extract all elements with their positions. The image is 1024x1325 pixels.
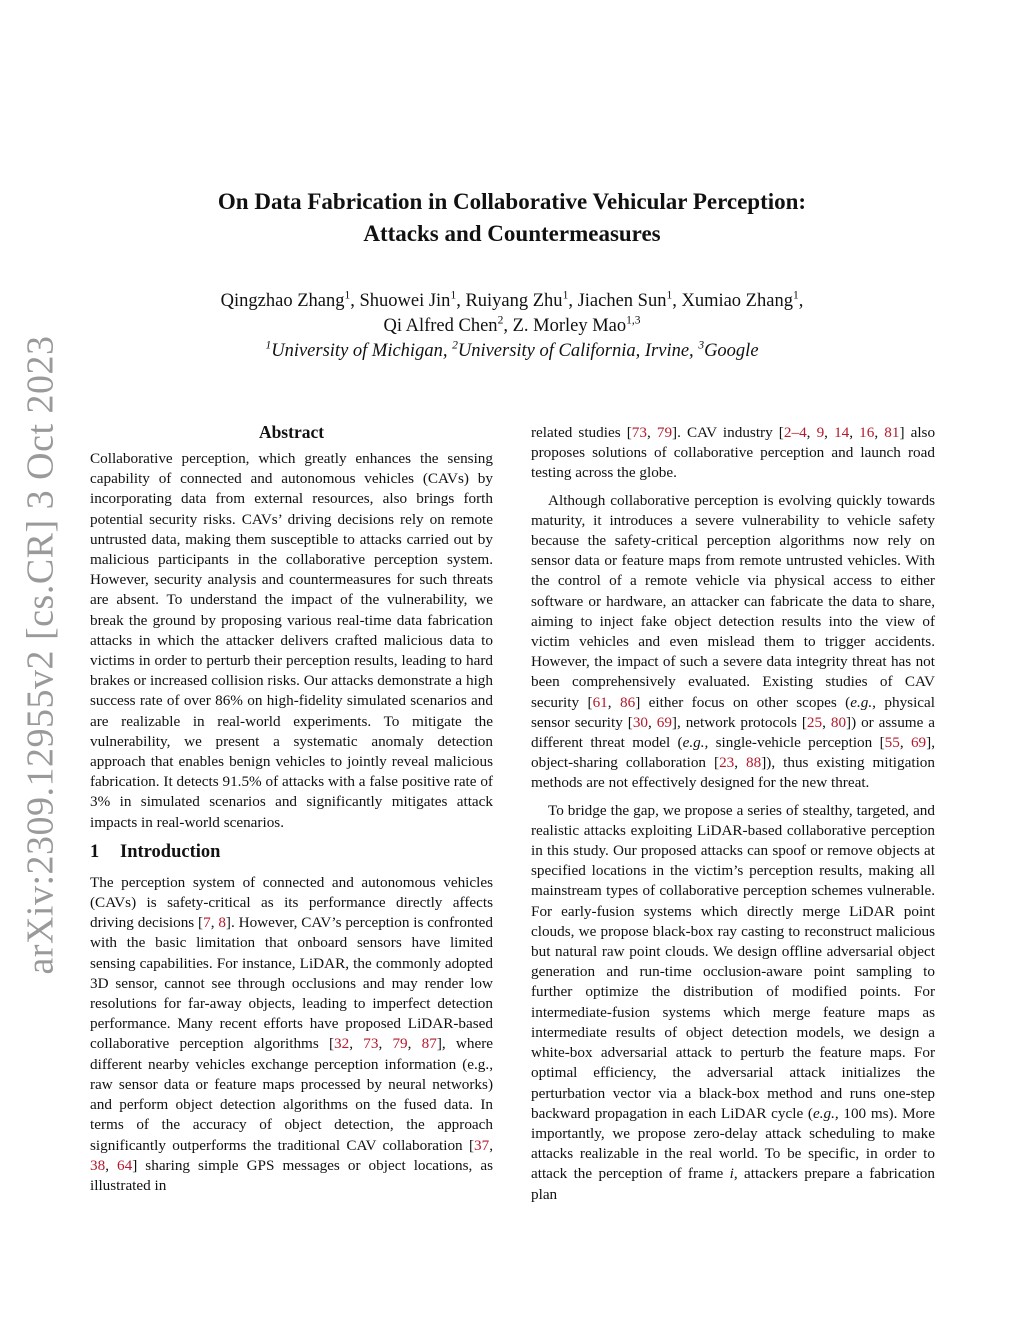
paragraph-text: , attackers prepare a fabrication plan (531, 1165, 935, 1203)
citation-link[interactable]: 16 (859, 424, 875, 441)
author-block (0, 289, 1024, 364)
author-line-1 (0, 289, 1024, 314)
affiliation: University of California, Irvine, (457, 341, 699, 361)
citation-separator: , (489, 1136, 493, 1154)
citation-link[interactable]: 32 (334, 1035, 350, 1053)
author-affil-marker: 1 (562, 289, 569, 302)
author-affil-marker: 1 (344, 289, 351, 302)
section-heading-introduction (90, 840, 493, 864)
citation-separator: , (378, 1035, 393, 1053)
paragraph-text: ], where different nearby vehicles exchange perception information (e.g., raw sensor data or feature maps processed by neural networks) and perform object detection algorithms on the fused data. In terms of the accuracy of object detection, the approach significantly outperforms the traditional CAV collaboration [ (90, 1035, 494, 1154)
citation-separator: , (407, 1035, 422, 1053)
body-paragraph-2 (531, 491, 935, 794)
affiliation: Google (704, 341, 759, 361)
citation-link[interactable]: 80 (830, 713, 847, 731)
affiliations-line (0, 339, 1024, 364)
title-line-1: On Data Fabrication in Collaborative Vehicular Perception: (217, 189, 807, 214)
citation-link[interactable]: 2–4 (783, 424, 807, 441)
author-name: , Jiachen Sun (568, 291, 667, 311)
citation-link[interactable]: 14 (834, 424, 850, 441)
paragraph-text: ], network protocols [ (671, 713, 807, 731)
paragraph-text: single-vehicle perception [ (708, 734, 885, 752)
author-affil-marker: 1 (666, 289, 673, 302)
title-line-2: Attacks and Countermeasures (363, 221, 661, 246)
author-name: Qi Alfred Chen (383, 316, 498, 336)
paragraph-text: ], object-sharing collaboration [ (531, 734, 935, 772)
body-paragraph-1 (531, 423, 935, 484)
author-name: , Shuowei Jin (350, 291, 451, 311)
paper-title (0, 186, 1024, 250)
author-affil-marker: 2 (497, 314, 504, 327)
citation-link[interactable]: 30 (632, 713, 648, 731)
author-line-2 (0, 314, 1024, 339)
emphasis-text: e.g., (812, 1104, 839, 1122)
citation-link[interactable]: 79 (656, 424, 673, 441)
section-number: 1 (90, 841, 100, 862)
citation-separator: , (899, 734, 911, 752)
affil-marker: 3 (698, 339, 705, 352)
abstract-text: Collaborative perception, which greatly enhances the sensing capability of connected and autonomous vehicles (CAVs) by incorporating data from external resources, also brings forth potential security risks. CAVs’ driving decisions rely on remote untrusted data, making them susceptible to attacks carried out by malicious participants in the collaborative perception system. However, security analysis and countermeasures for such threats are absent. To understand the impact of the vulnerability, we break the ground by proposing various real-time data fabrication attacks in which the attacker delivers crafted malicious data to victims in order to perturb their perception results, leading to hard brakes or increased collision risks. Our attacks demonstrate a high success rate of over 86% on high-fidelity simulated scenarios and are realizable in real-world experiments. To mitigate the vulnerability, we present a systematic anomaly detection approach that enables benign vehicles to jointly reveal malicious fabrication. It detects 91.5% of attacks with a false positive rate of 3% in simulated scenarios and significantly mitigates attack impacts in real-world scenarios. (90, 450, 493, 831)
citation-separator: , (607, 693, 620, 711)
citation-link[interactable]: 9 (816, 424, 825, 441)
citation-separator: , (874, 424, 885, 441)
citation-link[interactable]: 73 (631, 424, 647, 441)
author-name: , Z. Morley Mao (503, 316, 627, 336)
author-affil-marker: 1,3 (626, 314, 641, 327)
citation-link[interactable]: 87 (421, 1035, 437, 1053)
citation-link[interactable]: 81 (884, 424, 900, 441)
paragraph-text: Although collaborative perception is evolving quickly towards maturity, it introduces a severe vulnerability to vehicle safety because the safety-critical perception algorithms now rely on sensor data or feature maps from remote untrusted vehicles. With the control of a remote vehicle via physical access to either software or hardware, an attacker can fabricate the data to share, aiming to inject fake object detection results into the view of victim vehicles and even mislead them to trigger accidents. However, the impact of such a severe data integrity threat has not been comprehensively evaluated. Existing studies of CAV security [ (531, 491, 935, 711)
citation-link[interactable]: 79 (392, 1035, 408, 1053)
citation-link[interactable]: 55 (884, 734, 900, 752)
affiliation: University of Michigan, (271, 341, 453, 361)
paragraph-text: To bridge the gap, we propose a series of stealthy, targeted, and realistic attacks exploiting LiDAR-based collaborative perception in this study. Our proposed attacks can spoof or remove objects at specified locations in the victim’s perception results, making all mainstream types of collaborative perception schemes vulnerable. For early-fusion systems which directly merge LiDAR point clouds, we propose black-box ray casting to reconstruct malicious but natural raw point clouds. We design offline adversarial object generation and run-time occlusion-aware point sampling to further optimize the distribution of modified points. For intermediate-fusion systems which merge feature maps as intermediate results of object detection models, we design a white-box adversarial attack to perturb the feature maps. For optimal efficiency, the adversarial attack initializes the perturbation vector via a black-box method and runs one-step backward propagation in each LiDAR cycle ( (531, 801, 935, 1122)
left-column (90, 421, 493, 1203)
paragraph-text: ]. However, CAV’s perception is confronted with the basic limitation that onboard sensors have limited sensing capabilities. For instance, LiDAR, the commonly adopted 3D sensor, cannot see through occlusions and may render low resolutions for far-away objects, leading to imperfect detection performance. Many recent efforts have proposed LiDAR-based collaborative perception algorithms [ (90, 914, 494, 1053)
body-paragraph-3 (531, 801, 935, 1205)
author-affil-marker: 1 (792, 289, 799, 302)
citation-link[interactable]: 8 (218, 914, 226, 932)
paragraph-text: ]) or assume a different threat model ( (531, 713, 936, 752)
citation-link[interactable]: 25 (806, 713, 823, 731)
citation-link[interactable]: 61 (592, 693, 608, 711)
math-variable: i (729, 1165, 734, 1183)
citation-separator: , (210, 914, 219, 932)
citation-separator: , (824, 424, 835, 441)
citation-link[interactable]: 86 (620, 693, 636, 711)
paragraph-text: ] also proposes solutions of collaborative perception and launch road testing across the globe. (531, 424, 936, 482)
arxiv-identifier: arXiv:2309.12955v2 [cs.CR] 3 Oct 2023 (20, 335, 63, 975)
paragraph-text: related studies [ (531, 424, 632, 441)
author-name: , Xumiao Zhang (672, 291, 793, 311)
citation-link[interactable]: 69 (656, 713, 672, 731)
citation-separator: , (806, 424, 817, 441)
paragraph-text: ]), thus existing mitigation methods are not effectively designed for the new threat. (531, 754, 935, 792)
citation-separator: , (105, 1156, 118, 1174)
affil-marker: 1 (265, 339, 272, 352)
citation-link[interactable]: 69 (910, 734, 927, 752)
citation-link[interactable]: 23 (719, 754, 735, 772)
citation-separator: , (349, 1035, 364, 1053)
abstract-heading: Abstract (258, 422, 325, 442)
paragraph-text: ]. CAV industry [ (672, 424, 784, 441)
paragraph-text: physical sensor security [ (531, 693, 936, 731)
paragraph-text: ] sharing simple GPS messages or object locations, as illustrated in (90, 1156, 494, 1194)
right-column (531, 423, 935, 1212)
author-affil-marker: 1 (450, 289, 457, 302)
paragraph-text: 100 ms). More importantly, we propose zero-delay attack scheduling to make attacks realizable in the real world. To be specific, in order to attack the perception of frame (531, 1104, 935, 1183)
citation-link[interactable]: 37 (474, 1136, 490, 1154)
citation-separator: , (849, 424, 860, 441)
citation-separator: , (648, 713, 657, 731)
citation-separator: , (822, 713, 831, 731)
citation-separator: , (734, 754, 747, 772)
citation-link[interactable]: 73 (363, 1035, 379, 1053)
author-name: , Ruiyang Zhu (456, 291, 563, 311)
emphasis-text: e.g., (850, 693, 876, 711)
section-title: Introduction (120, 841, 221, 862)
citation-link[interactable]: 88 (746, 754, 762, 772)
citation-link[interactable]: 64 (117, 1156, 133, 1174)
citation-separator: , (646, 424, 657, 441)
paragraph-text: ] either focus on other scopes ( (635, 693, 851, 711)
author-name: Qingzhao Zhang (220, 291, 345, 311)
author-separator: , (798, 291, 804, 311)
intro-paragraph-1 (90, 873, 493, 1196)
citation-link[interactable]: 7 (203, 914, 211, 932)
emphasis-text: e.g., (682, 734, 709, 752)
citation-link[interactable]: 38 (90, 1156, 106, 1174)
arxiv-side-stamp (12, 335, 70, 975)
affil-marker: 2 (452, 339, 458, 352)
paragraph-text: The perception system of connected and autonomous vehicles (CAVs) is safety-critical as its performance directly affects driving decisions [ (90, 873, 493, 932)
